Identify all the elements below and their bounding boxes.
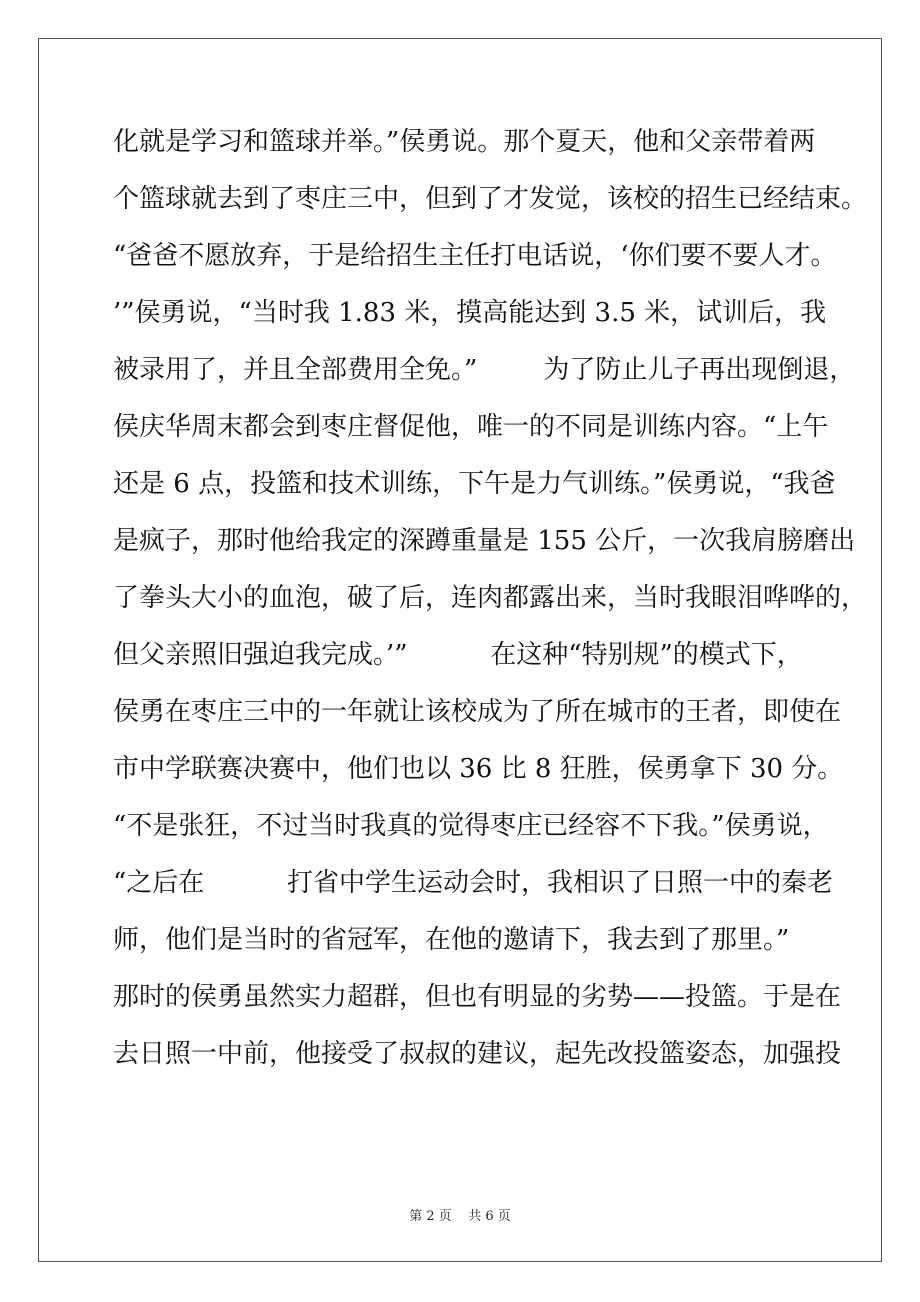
text-line: “爸爸不愿放弃，于是给招生主任打电话说，‘你们要不要人才。 [113, 241, 837, 271]
text-line: “之后在 打省中学生运动会时，我相识了日照一中的秦老 [113, 868, 833, 898]
text-line: 那时的侯勇虽然实力超群，但也有明显的劣势——投篮。于是在 [113, 982, 842, 1012]
text-line: 个篮球就去到了枣庄三中，但到了才发觉，该校的招生已经结束。 [113, 184, 868, 214]
page-number-footer: 第 2 页 共 6 页 [409, 1209, 511, 1224]
text-line: 但父亲照旧强迫我完成。’” 在这种“特别规”的模式下， [113, 640, 803, 670]
text-line: 还是 6 点，投篮和技术训练，下午是力气训练。”侯勇说，“我爸 [113, 469, 836, 499]
text-line: 侯庆华周末都会到枣庄督促他，唯一的不同是训练内容。“上午 [113, 412, 829, 442]
text-line: “不是张狂，不过当时我真的觉得枣庄已经容不下我。”侯勇说， [113, 811, 829, 841]
text-line: 市中学联赛决赛中，他们也以 36 比 8 狂胜，侯勇拿下 30 分。 [113, 754, 844, 784]
text-line: 是疯子，那时他给我定的深蹲重量是 155 公斤，一次我肩膀磨出 [113, 526, 856, 556]
text-line: 化就是学习和篮球并举。”侯勇说。那个夏天，他和父亲带着两 [113, 127, 816, 157]
text-line: 被录用了，并且全部费用全免。” 为了防止儿子再出现倒退， [113, 355, 856, 385]
text-line: 师，他们是当时的省冠军，在他的邀请下，我去到了那里。” [113, 925, 790, 955]
text-line: 了拳头大小的血泡，破了后，连肉都露出来，当时我眼泪哗哗的， [113, 583, 868, 613]
text-line: 去日照一中前，他接受了叔叔的建议，起先改投篮姿态，加强投 [113, 1039, 842, 1069]
text-line: ’”侯勇说，“当时我 1.83 米，摸高能达到 3.5 米，试训后，我 [113, 298, 827, 328]
text-line: 侯勇在枣庄三中的一年就让该校成为了所在城市的王者，即使在 [113, 697, 842, 727]
